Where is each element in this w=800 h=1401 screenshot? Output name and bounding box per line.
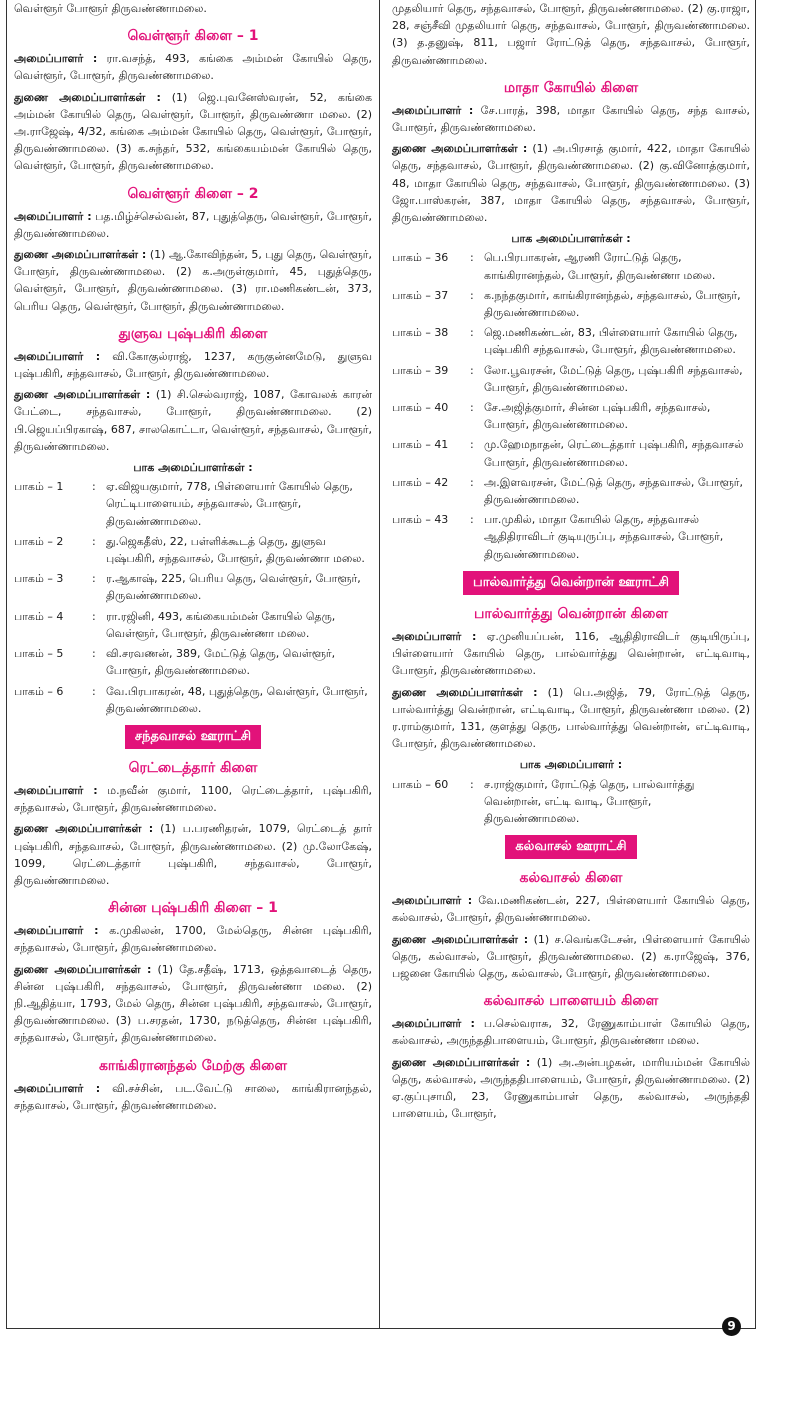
assistant-organizers: [14, 961, 372, 1047]
booth-label: பாகம் – 60: [392, 777, 449, 791]
booth-heading: பாக அமைப்பாளர் :: [519, 758, 623, 772]
left-column: [14, 0, 372, 1118]
panchayat-banner: கல்வாசல் ஊராட்சி: [505, 835, 636, 859]
organizer-label: அமைப்பாளர் :: [14, 924, 99, 938]
booth-row: [392, 511, 750, 563]
colon: :: [470, 401, 474, 415]
booth-row: [392, 399, 750, 433]
booth-text: சே.அஜித்குமார், சின்ன புஷ்பகிரி, சந்தவாசல், போளூர், திருவண்ணாமலை.: [484, 401, 711, 432]
organizer: [14, 922, 372, 956]
booth-text: க.நந்தகுமார், காங்கிரானந்தல், சந்தவாசல், போளூர், திருவண்ணாமலை.: [484, 288, 741, 320]
booth-text: ச.ராஜ்குமார், ரோட்டுத் தெரு, பால்வார்த்து வென்றான், எட்டி வாடி, போளூர், திருவண்ணாமலை.: [484, 777, 695, 825]
section-thuluva-pushpagiri: [14, 324, 372, 717]
booth-label: பாகம் – 6: [14, 684, 64, 698]
booth-label: பாகம் – 38: [392, 326, 449, 340]
column-divider: [379, 0, 380, 1328]
organizer-label: அமைப்பாளர் :: [392, 1017, 475, 1031]
booth-text: வி.சரவணன், 389, மேட்டுத் தெரு, வெள்ளூர், போளூர், திருவண்ணாமலை.: [106, 647, 336, 678]
colon: :: [470, 513, 474, 527]
panchayat-banner-wrap: [14, 725, 372, 749]
booth-text: பா.முகில், மாதா கோயில் தெரு, சந்தவாசல் ஆதிதிராவிடர் குடியுருப்பு, சந்தவாசல், போளூர், திருவண்ணாமலை.: [484, 513, 724, 561]
booth-text: மு.ஹேமநாதன், ரெட்டைத்தார் புஷ்பகிரி, சந்தவாசல் போளூர், திருவண்ணாமலை.: [484, 438, 744, 469]
assistants-label: துணை அமைப்பாளர்கள் :: [392, 932, 529, 946]
assistants-label: துணை அமைப்பாளர்கள் :: [14, 962, 152, 976]
section-palvarthu-vendran: [392, 604, 750, 827]
organizer: [392, 628, 750, 680]
assistants-label: துணை அமைப்பாளர்கள் :: [14, 248, 147, 262]
organizer-text: வி.கோகுல்ராஜ், 1237, கருகுன்னமேடு, துளுவ புஷ்பகிரி, சந்தவாசல், போளூர், திருவண்ணாமலை.: [14, 349, 373, 381]
booth-row: [392, 324, 750, 358]
organizer-label: அமைப்பாளர் :: [14, 52, 98, 66]
assistants-label: துணை அமைப்பாளர்கள் :: [14, 90, 161, 104]
colon: :: [470, 326, 474, 340]
section-heading: வெள்ளூர் கிளை – 1: [127, 28, 259, 45]
assistants-text: (1) ஆ.கோவிந்தன், 5, புது தெரு, வெள்ளூர், போளூர், திருவண்ணாமலை. (2) க.அருள்குமார், 45, புதுத்தெரு, வெள்ளூர், போளூர், திருவண்ணாமலை. (3) ரா.மணிகண்டன், 373, பெரிய தெரு, வெள்ளூர், போளூர், திருவண்ணாமலை.: [14, 248, 372, 313]
section-kalvasal-palayam: [392, 991, 750, 1122]
organizer: [14, 782, 372, 816]
organizer: [392, 102, 750, 136]
continued-text: வெள்ளூர் போளூர் திருவண்ணாமலை.: [14, 2, 207, 15]
organizer-label: அமைப்பாளர் :: [392, 629, 477, 643]
booth-row: [14, 478, 372, 530]
booth-row: [14, 683, 372, 717]
panchayat-banner-wrap: [392, 571, 750, 595]
assistants-label: துணை அமைப்பாளர்கள் :: [392, 142, 528, 156]
colon: :: [92, 572, 96, 586]
booth-text: அ.இளவரசன், மேட்டுத் தெரு, சந்தவாசல், போளூர், திருவண்ணாமலை.: [484, 475, 744, 507]
booth-text: ரா.ரஜினி, 493, கங்கையம்மன் கோயில் தெரு, வெள்ளூர், போளூர், திருவண்ணா மலை.: [106, 609, 336, 640]
organizer-label: அமைப்பாளர் :: [14, 1081, 101, 1095]
continued-text: முதலியார் தெரு, சந்தவாசல், போளூர், திருவண்ணாமலை. (2) கு.ராஜா, 28, சஞ்சீவி முதலியார் தெரு, சந்தவாசல், போளூர், திருவண்ணாமலை. (3) த.தனுஷ், 811, பஜார் ரோட்டுத் தெரு, சந்தவாசல், போளூர், திருவண்ணாமலை.: [392, 2, 750, 67]
section-rettaithar: [14, 758, 372, 889]
booth-label: பாகம் – 37: [392, 288, 449, 302]
assistants-text: (1) தே.சதீஷ், 1713, ஒத்தவாடைத் தெரு, சின்ன புஷ்பகிரி, சந்தவாசல், போளூர், திருவண்ணா மலை. (2) நி.ஆதித்யா, 1793, மேல் தெரு, சின்ன புஷ்பகிரி, சந்தவாசல், போளூர், திருவண்ணாமலை. (3) ப.சரதன், 1730, நடுத்தெரு, சின்ன புஷ்பகிரி, சந்தவாசல், போளூர், திருவண்ணாமலை.: [14, 962, 372, 1045]
colon: :: [92, 480, 96, 494]
organizer-text: க.முகிலன், 1700, மேல்தெரு, சின்ன புஷ்பகிரி, சந்தவாசல், போளூர், திருவண்ணாமலை.: [14, 924, 372, 955]
section-heading: மாதா கோயில் கிளை: [503, 79, 639, 96]
panchayat-banner-wrap: [392, 835, 750, 859]
left-border: [6, 0, 7, 1328]
organizer: [392, 1015, 750, 1049]
booth-text: து.ஜெகதீஸ், 22, பள்ளிக்கூடத் தெரு, துளுவ புஷ்பகிரி, சந்தவாசல், போளூர், திருவண்ணா மலை.: [106, 534, 365, 566]
colon: :: [92, 647, 96, 661]
booth-label: பாகம் – 1: [14, 480, 64, 494]
section-heading: கல்வாசல் கிளை: [519, 870, 623, 887]
booth-text: வே.பிரபாகரன், 48, புதுத்தெரு, வெள்ளூர், போளூர், திருவண்ணாமலை.: [106, 684, 368, 715]
organizer: [392, 892, 750, 926]
organizer: [14, 208, 372, 242]
booth-row: [14, 533, 372, 567]
booth-row: [14, 608, 372, 642]
section-kangiranandal-west: [14, 1056, 372, 1114]
assistants-label: துணை அமைப்பாளர்கள் :: [392, 1055, 531, 1069]
booth-label: பாகம் – 5: [14, 647, 64, 661]
booth-text: லோ.பூவரசன், மேட்டுத் தெரு, புஷ்பகிரி சந்தவாசல், போளூர், திருவண்ணாமலை.: [484, 363, 743, 394]
booth-row: [392, 287, 750, 321]
booth-label: பாகம் – 3: [14, 572, 64, 586]
colon: :: [92, 684, 96, 698]
colon: :: [470, 475, 474, 489]
organizer-text: பத.மிழ்ச்செல்வன், 87, புதுத்தெரு, வெள்ளூர், போளூர், திருவண்ணாமலை.: [14, 209, 372, 240]
section-heading: வெள்ளூர் கிளை – 2: [127, 185, 259, 202]
booth-row: [14, 645, 372, 679]
booth-row: [392, 362, 750, 396]
booth-row: [392, 436, 750, 470]
organizer-text: ம.நவீன் குமார், 1100, ரெட்டைத்தார், புஷ்பகிரி, சந்தவாசல், போளூர், திருவண்ணாமலை.: [14, 783, 372, 815]
organizer-label: அமைப்பாளர் :: [14, 349, 101, 363]
booth-row: [392, 249, 750, 283]
colon: :: [92, 534, 96, 548]
section-kalvasal: [392, 868, 750, 982]
bottom-rule: [6, 1328, 756, 1329]
booth-heading: பாக அமைப்பாளர்கள் :: [511, 232, 631, 246]
organizer-text: வே.மணிகண்டன், 227, பிள்ளையார் கோயில் தெரு, கல்வாசல், போளூர், திருவண்ணாமலை.: [392, 894, 750, 925]
panchayat-banner: சந்தவாசல் ஊராட்சி: [125, 725, 261, 749]
organizer: [14, 1080, 372, 1114]
booth-text: ஏ.விஜயகுமார், 778, பிள்ளையார் கோயில் தெரு, ரெட்டிபாளையம், சந்தவாசல், போளூர், திருவண்ணாமலை.: [106, 480, 353, 528]
colon: :: [470, 438, 474, 452]
organizer-label: அமைப்பாளர் :: [392, 103, 474, 117]
section-heading: ரெட்டைத்தார் கிளை: [128, 759, 258, 776]
assistants-text: (1) ச.வெங்கடேசன், பிள்ளையார் கோயில் தெரு, கல்வாசல், போளூர், திருவண்ணாமலை. (2) க.ராஜேஷ், 376, பஜனை கோயில் தெரு, கல்வாசல், போளூர், திருவண்ணாமலை.: [392, 932, 750, 980]
organizer-label: அமைப்பாளர் :: [14, 209, 92, 223]
assistant-organizers: [14, 89, 372, 175]
colon: :: [470, 363, 474, 377]
colon: :: [470, 777, 474, 791]
booth-text: ஜெ.மணிகண்டன், 83, பிள்ளையார் கோயில் தெரு, புஷ்பகிரி சந்தவாசல், போளூர், திருவண்ணாமலை.: [484, 326, 738, 357]
assistants-text: (1) அ.அன்பழகன், மாரியம்மன் கோயில் தெரு, கல்வாசல், அருந்ததிபாளையம், போளூர், திருவண்ணாமலை. (2) ஏ.குப்புசாமி, 23, ரேணுகாம்பாள் தெரு, கல்வாசல், அருந்ததி பாளையம், போளூர்,: [392, 1055, 750, 1121]
right-border: [755, 0, 756, 1328]
section-heading: துளுவ புஷ்பகிரி கிளை: [118, 325, 268, 342]
section-heading: சின்ன புஷ்பகிரி கிளை – 1: [108, 900, 278, 917]
assistants-label: துணை அமைப்பாளர்கள் :: [14, 822, 154, 836]
organizer-label: அமைப்பாளர் :: [14, 783, 98, 797]
booth-label: பாகம் – 4: [14, 609, 64, 623]
booth-label: பாகம் – 43: [392, 513, 449, 527]
assistant-organizers: [392, 1054, 750, 1123]
colon: :: [470, 288, 474, 302]
booth-row: [392, 776, 750, 828]
organizer-label: அமைப்பாளர் :: [392, 894, 473, 908]
panchayat-banner: பால்வார்த்து வென்றான் ஊராட்சி: [463, 571, 679, 595]
page-number: 9: [722, 1317, 741, 1336]
booth-label: பாகம் – 41: [392, 438, 449, 452]
section-vellur-2: [14, 184, 372, 315]
booth-text: ர.ஆகாஷ், 225, பெரிய தெரு, வெள்ளூர், போளூர், திருவண்ணாமலை.: [106, 572, 361, 603]
booth-label: பாகம் – 42: [392, 475, 449, 489]
booth-label: பாகம் – 39: [392, 363, 449, 377]
section-vellur-1: [14, 26, 372, 174]
organizer: [14, 50, 372, 84]
assistants-text: (1) பெ.அஜித், 79, ரோட்டுத் தெரு, பால்வார்த்து வென்றான், எட்டிவாடி, போளூர், திருவண்ணா மலை. (2) ர.ராம்குமார், 131, குளத்து தெரு, பால்வார்த்து வென்றான், எட்டிவாடி, போளூர், திருவண்ணாமலை.: [392, 685, 750, 751]
assistant-organizers: [392, 140, 750, 226]
right-column: [392, 0, 750, 1126]
section-chinna-pushpagiri-1: [14, 898, 372, 1046]
organizer-text: ஏ.முனியப்பன், 116, ஆதிதிராவிடர் குடியிருப்பு, பிள்ளையார் கோயில் தெரு, பால்வார்த்து வென்றான், எட்டிவாடி, போளூர், திருவண்ணாமலை.: [392, 629, 750, 678]
booth-heading: பாக அமைப்பாளர்கள் :: [133, 461, 253, 475]
assistants-text: (1) ப.பரணிதரன், 1079, ரெட்டைத் தார் புஷ்பகிரி, சந்தவாசல், போளூர், திருவண்ணாமலை. (2) மு.லோகேஷ், 1099, ரெட்டைத்தார் புஷ்பகிரி, சந்தவாசல், போளூர், திருவண்ணாமலை.: [14, 822, 372, 887]
assistants-text: (1) சி.செல்வராஜ், 1087, கோவலக் காரன் பேட்டை, சந்தவாசல், போளூர், திருவண்ணாமலை. (2) பி.ஜெயப்பிரகாஷ், 687, சாலகொட்டா, வெள்ளூர், சந்தவாசல், போளூர், திருவண்ணாமலை.: [14, 388, 373, 453]
assistant-organizers: [392, 684, 750, 753]
colon: :: [470, 251, 474, 265]
section-heading: காங்கிரானந்தல் மேற்கு கிளை: [98, 1057, 288, 1074]
organizer-text: ரா.வசந்த், 493, கங்கை அம்மன் கோயில் தெரு, வெள்ளூர், போளூர், திருவண்ணாமலை.: [14, 52, 372, 83]
section-heading: கல்வாசல் பாளையம் கிளை: [483, 993, 659, 1010]
assistants-text: (1) ஜெ.புவனேஸ்வரன், 52, கங்கை அம்மன் கோயில் தெரு, வெள்ளூர், போளூர், திருவண்ணா மலை. (2) அ.ராஜேஷ், 4/32, கங்கை அம்மன் கோயில் தெரு, வெள்ளூர், போளூர், திருவண்ணாமலை. (3) க.சுந்தர், 532, கங்கையம்மன் கோயில் தெரு, வெள்ளூர், போளூர், திருவண்ணாமலை.: [14, 90, 372, 173]
section-matha-kovil: [392, 78, 750, 563]
booth-row: [392, 474, 750, 508]
booth-label: பாகம் – 2: [14, 534, 64, 548]
booth-row: [14, 570, 372, 604]
assistant-organizers: [14, 386, 372, 455]
colon: :: [92, 609, 96, 623]
organizer: [14, 348, 372, 382]
assistants-label: துணை அமைப்பாளர்கள் :: [392, 685, 538, 699]
assistants-text: (1) அ.பிரசாத் குமார், 422, மாதா கோயில் தெரு, சந்தவாசல், போளூர், திருவண்ணாமலை. (2) கு.வினோத்குமார், 48, மாதா கோயில் தெரு, சந்தவாசல், போளூர், திருவண்ணாமலை. (3) ஜோ.பாஸ்கரன், 387, மாதா கோயில் தெரு, சந்தவாசல், போளூர், திருவண்ணாமலை.: [392, 142, 750, 225]
organizer-text: சே.பாரத், 398, மாதா கோயில் தெரு, சந்த வாசல், போளூர், திருவண்ணாமலை.: [392, 103, 751, 135]
booth-label: பாகம் – 40: [392, 401, 449, 415]
organizer-text: வி.சச்சின், பட.வேட்டு சாலை, காங்கிரானந்தல், சந்தவாசல், போளூர், திருவண்ணாமலை.: [14, 1081, 372, 1112]
assistant-organizers: [14, 246, 372, 315]
assistants-label: துணை அமைப்பாளர்கள் :: [14, 388, 151, 402]
assistant-organizers: [392, 931, 750, 983]
organizer-text: ப.செல்வராசு, 32, ரேணுகாம்பாள் கோயில் தெரு, கல்வாசல், அருந்ததிபாளையம், போளூர், திருவண்ணா மலை.: [392, 1017, 750, 1048]
booth-label: பாகம் – 36: [392, 251, 449, 265]
assistant-organizers: [14, 820, 372, 889]
booth-text: பெ.பிரபாகரன், ஆரணி ரோட்டுத் தெரு, காங்கிரானந்தல், போளூர், திருவண்ணா மலை.: [484, 251, 716, 282]
section-heading: பால்வார்த்து வென்றான் கிளை: [473, 605, 669, 622]
